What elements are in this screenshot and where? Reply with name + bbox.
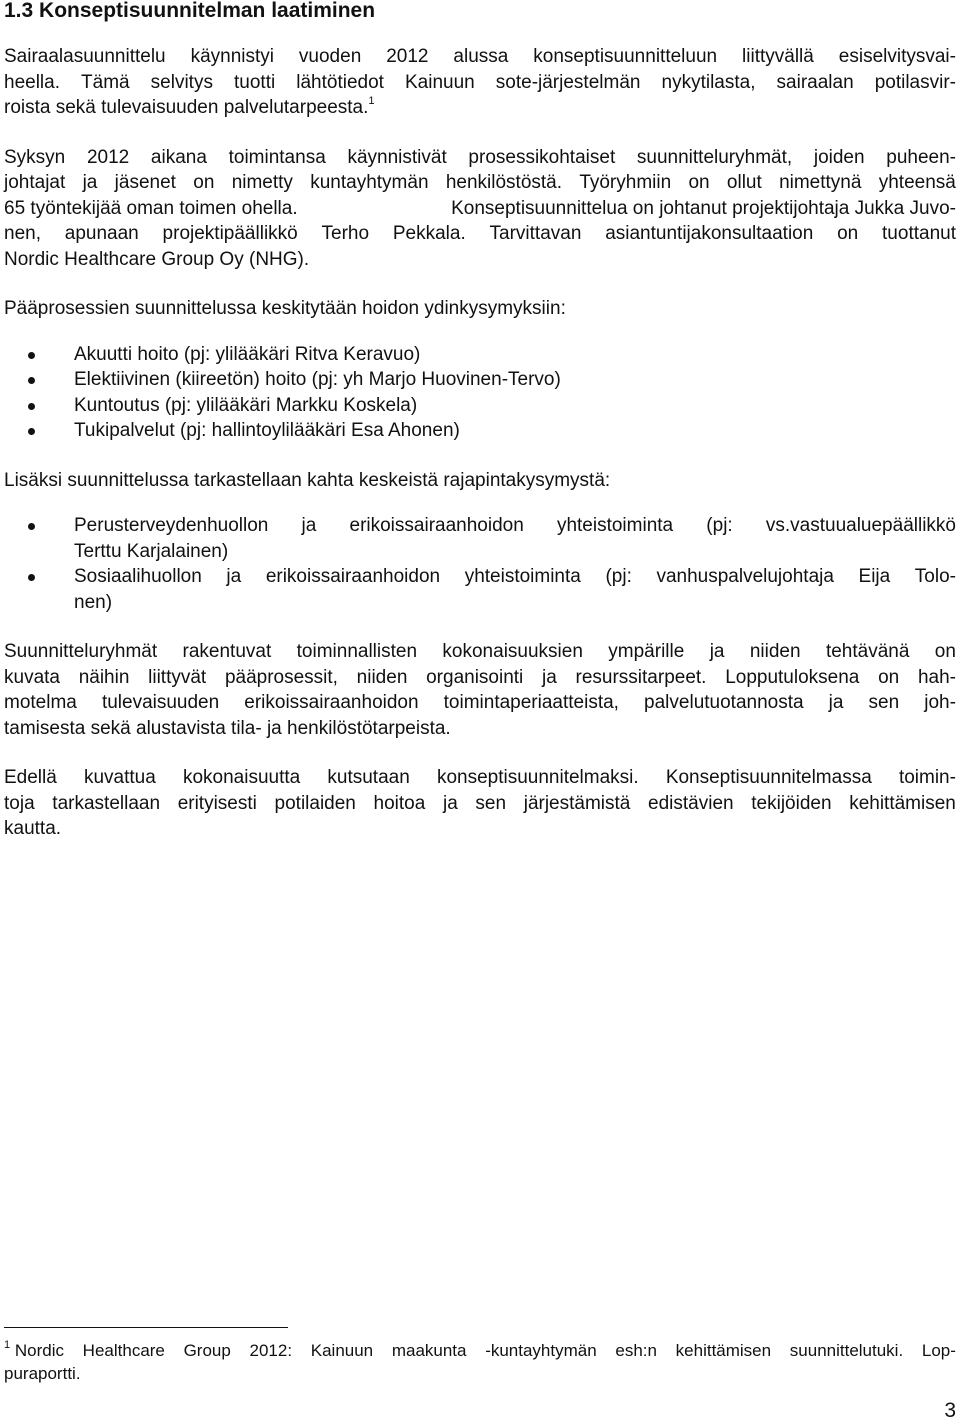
footnote-divider [4,1327,288,1328]
word: toimintaperiaatteista, [443,692,619,713]
word: Konseptisuunnitelmassa [665,767,872,788]
word: tehtävänä [825,641,910,662]
word: tarkastellaan [52,792,161,814]
word: ja [828,692,844,713]
word: organisointi [426,666,524,688]
word: nykytilasta, [661,71,756,93]
word: Eija [858,566,891,587]
word: sairaalan [776,71,854,93]
word: kuvattua [83,767,156,788]
word: heella. [4,71,60,93]
text-line [4,765,956,791]
paragraph-main-processes [4,296,956,322]
word: jäsenet [114,172,176,193]
list-item [4,513,956,564]
word: yhteistoiminta [556,515,674,536]
word: Syksyn [4,146,66,168]
word: erikoissairaanhoidon [244,692,419,713]
bullet-icon [28,352,35,359]
paragraph-interfaces [4,468,956,494]
interface-list [4,513,956,615]
word: (pj: [605,566,632,587]
bullet-icon [28,523,35,530]
text-line [4,791,956,817]
text-segment: 65 työntekijää oman toimen ohella. [4,197,298,219]
word: yhteistoiminta [464,566,581,587]
word: 2012 [86,146,130,168]
footnote-word: -kuntayhtymän [485,1341,597,1360]
word: erikoissairaanhoidon [265,566,441,587]
word: rakentuvat [182,641,272,662]
footnote-number: 1 [4,1339,11,1351]
word: vuoden [298,46,362,67]
word: ja [709,641,725,662]
text-line: kautta. [4,818,62,839]
word: resurssitarpeet. [575,666,707,688]
text-line: Terttu Karjalainen) [74,540,229,562]
text-line [74,564,956,590]
list-item [4,564,956,615]
word: käynnistyi [190,46,274,67]
word: käynnistivät [347,146,447,168]
word: tuotti [234,71,276,93]
word: toimin- [898,767,956,788]
footnote-word: Healthcare [82,1341,165,1360]
word: projektipäällikkö [162,223,298,244]
page-number: 3 [944,1399,956,1422]
word: Tolo- [914,566,956,587]
text-line [4,639,956,665]
word: kuvata [4,666,60,688]
bullet-icon [28,377,35,384]
word: Työryhmiin [579,172,672,193]
word: potilaiden [274,792,356,814]
text-line [4,196,956,222]
footnote-word: kehittämisen [675,1341,772,1360]
paragraph-working-groups [4,145,956,273]
text-line [4,95,956,121]
footnote-word: Lop- [921,1341,956,1360]
word: yhteensä [878,172,956,193]
footnote-word: maakunta [391,1341,467,1360]
word: selvitys [150,71,213,93]
word: potilasvir- [874,71,956,93]
word: sote-järjestelmän [495,71,641,93]
word: Suunnitteluryhmät [4,641,158,662]
word: on [934,641,956,662]
text-line [4,690,956,716]
word: aikana [150,146,207,168]
word: Edellä [4,767,57,788]
word: kokonaisuuksien [442,641,583,662]
word: vs.vastuualuepäällikkö [765,515,956,536]
word: toja [4,792,35,814]
text-line [4,665,956,691]
text-line [4,170,956,196]
word: ympärille [608,641,685,662]
footnote-first-word [4,1339,64,1362]
paragraph-outcome [4,639,956,741]
word: prosessikohtaiset [468,146,616,168]
paragraph-intro [4,44,956,121]
word: joh- [924,692,956,713]
list-item-text: Tukipalvelut (pj: hallintoylilääkäri Esa Ahonen) [74,420,460,441]
text-segment: roista sekä tulevaisuuden palvelutarpeesta. [4,97,369,118]
word: pääprosessit, [224,666,338,688]
word: liittyvällä [742,46,814,67]
word: Perusterveydenhuollon [74,515,269,536]
word: motelma [4,692,77,713]
word: sen [475,792,507,814]
word: niiden [749,641,801,662]
text-line: Lisäksi suunnittelussa tarkastellaan kahta keskeistä rajapintakysymystä: [4,469,611,491]
word: joiden [813,146,865,168]
word: esiselvitysvai- [838,46,956,67]
word: kutsutaan [327,767,410,788]
text-line [74,513,956,539]
word: tekijöiden [751,792,832,814]
word: liittyvät [148,666,207,688]
word: erityisesti [177,792,257,814]
text-line: Nordic Healthcare Group Oy (NHG). [4,248,310,270]
word: Sairaalasuunnittelu [4,46,166,67]
text-line: Pääprosessien suunnittelussa keskitytään hoidon ydinkysymyksiin: [4,298,566,319]
word: Tarvittavan [489,223,582,244]
word: kokonaisuutta [182,767,301,788]
word: vanhuspalvelujohtaja [656,566,834,587]
bullet-icon [28,403,35,410]
footnote-word: Group [183,1341,231,1360]
word: Lopputuloksena [725,666,860,688]
word: on [837,223,859,244]
text-line [4,145,956,171]
list-item-text: Akuutti hoito (pj: ylilääkäri Ritva Keravuo) [74,343,421,365]
footnote [4,1339,956,1385]
word: ollut [726,172,762,193]
word: toimintansa [228,146,326,168]
word: 2012 [386,46,429,67]
word: järjestämistä [523,792,631,814]
word: ja [82,172,98,193]
word: puheen- [886,146,956,168]
word: Sosiaalihuollon [74,566,202,587]
text-line: tamisesta sekä alustavista tila- ja henkilöstötarpeista. [4,717,451,739]
word: ja [226,566,242,587]
word: asiantuntijakonsultaation [605,223,814,244]
word: on [878,666,900,688]
word: kehittämisen [849,792,956,814]
bullet-icon [28,428,35,435]
word: nimettynä [779,172,862,193]
word: konseptisuunnitteluun [533,46,718,67]
list-item-text: Kuntoutus (pj: ylilääkäri Markku Koskela) [74,394,418,416]
word: Pekkala. [392,223,466,244]
word: ja [542,666,557,688]
word: henkilöstöstä. [445,172,563,193]
word: edistävien [648,792,734,814]
word: Tämä [81,71,130,93]
word: ja [442,792,458,814]
body-text [4,44,956,842]
word: on [688,172,710,193]
word: tuottanut [882,223,956,244]
footnote-word: suunnittelutuki. [789,1341,904,1360]
list-item [4,367,956,393]
word: nimetty [231,172,293,193]
list-item [4,418,956,444]
word: kuntayhtymän [310,172,429,193]
word: konseptisuunnitelmaksi. [436,767,639,788]
word: tulevaisuuden [101,692,220,713]
word: lähtötiedot [296,71,384,93]
word: johtajat [4,172,66,193]
text-line [4,221,956,247]
section-heading: 1.3 Konseptisuunnitelman laatiminen [4,0,376,22]
word: hah- [917,666,956,688]
word: ja [301,515,317,536]
footnote-reference[interactable]: 1 [368,95,375,107]
word: palvelutuotannosta [644,692,804,713]
word: (pj: [706,515,733,536]
bullet-icon [28,574,35,581]
word: näihin [78,666,130,688]
word: Kainuun [405,71,475,93]
word: Terho [321,223,370,244]
text-line [4,1339,956,1362]
text-line [4,44,956,70]
word: erikoissairaanhoidon [349,515,524,536]
word: sen [868,692,900,713]
footnote-word: Kainuun [310,1341,374,1360]
text-segment: Konseptisuunnittelua on johtanut projektijohtaja Jukka Juvo- [451,197,956,219]
word: hoitoa [373,792,426,814]
text-line: nen) [74,591,113,613]
word: suunnitteluryhmät, [636,146,793,168]
main-process-list [4,342,956,444]
word: on [193,172,215,193]
word: toiminnallisten [296,641,418,662]
word: nen, [4,223,41,244]
footnote-word: Nordic [14,1341,64,1360]
footnote-word: esh:n [615,1341,657,1360]
list-item [4,342,956,368]
footnote-first-line [4,1339,956,1362]
paragraph-concept-plan [4,765,956,842]
list-item-text: Elektiivinen (kiireetön) hoito (pj: yh Marjo Huovinen-Tervo) [74,369,561,390]
word: alussa [453,46,509,67]
list-item [4,393,956,419]
text-line: puraportti. [4,1364,81,1383]
word: niiden [356,666,408,688]
footnote-word: 2012: [249,1341,293,1360]
text-line [4,70,956,96]
word: apunaan [64,223,139,244]
